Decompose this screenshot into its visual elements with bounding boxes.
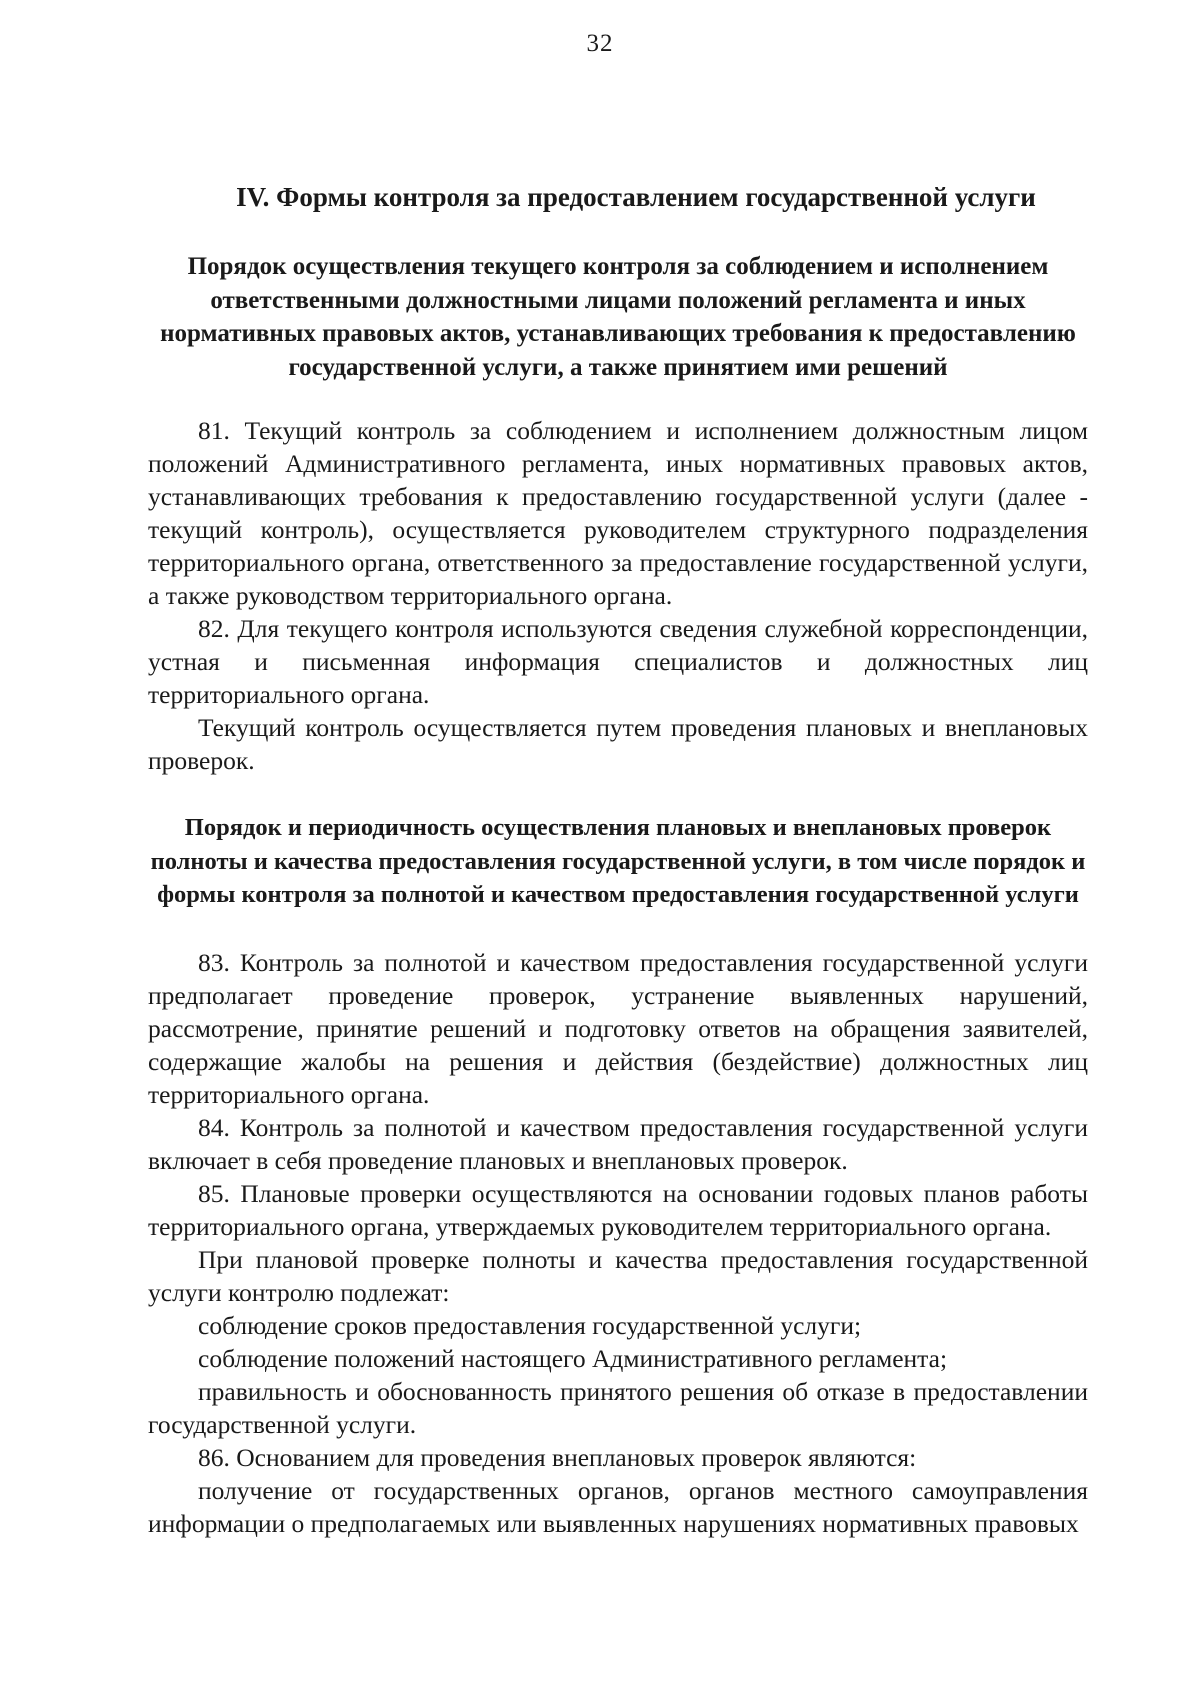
paragraph-84: 84. Контроль за полнотой и качеством предоставления государственной услуги включает в себя проведение плановых и внеплановых проверок. — [148, 1112, 1088, 1175]
list-item-refusal-validity: правильность и обоснованность принятого решения об отказе в предоставлении государственной услуги. — [148, 1376, 1088, 1439]
paragraph-81: 81. Текущий контроль за соблюдением и исполнением должностным лицом положений Административного регламента, иных нормативных правовых актов, устанавливающих требования к предоставлению государственной услуги (далее - текущий контроль), осуществляется руководителем структурного подразделения территориального органа, ответственного за предоставление государственной услуги, а также руководством территориального органа. — [148, 416, 1088, 610]
list-item-unscheduled-basis: получение от государственных органов, органов местного самоуправления информации о предполагаемых или выявленных нарушениях нормативных правовых — [148, 1475, 1088, 1538]
list-item-deadlines: соблюдение сроков предоставления государственной услуги; — [198, 1310, 862, 1340]
paragraph-current-control-method: Текущий контроль осуществляется путем проведения плановых и внеплановых проверок. — [148, 713, 1088, 775]
page-number: 32 — [586, 30, 614, 57]
paragraph-85: 85. Плановые проверки осуществляются на основании годовых планов работы территориального органа, утверждаемых руководителем территориального органа. — [148, 1178, 1088, 1241]
paragraph-86: 86. Основанием для проведения внеплановых проверок являются: — [198, 1442, 917, 1472]
subsection-title-current-control: Порядок осуществления текущего контроля за соблюдением и исполнением ответственными должностными лицами положений регламента и иных нормативных правовых актов, устанавливающих требования к предоставлению государственной услуги, а также принятием ими решений — [160, 253, 1076, 381]
list-item-regulation-compliance: соблюдение положений настоящего Административного регламента; — [198, 1343, 948, 1373]
section-title: IV. Формы контроля за предоставлением государственной услуги — [236, 182, 1036, 212]
subsection-title-inspections: Порядок и периодичность осуществления плановых и внеплановых проверок полноты и качества предоставления государственной услуги, в том числе порядок и формы контроля за полнотой и качеством предоставления государственной услуги — [150, 814, 1086, 908]
paragraph-82: 82. Для текущего контроля используются сведения служебной корреспонденции, устная и письменная информация специалистов и должностных лиц территориального органа. — [148, 614, 1088, 709]
paragraph-83: 83. Контроль за полнотой и качеством предоставления государственной услуги предполагает проведение проверок, устранение выявленных нарушений, рассмотрение, принятие решений и подготовку ответов на обращения заявителей, содержащие жалобы на решения и действия (бездействие) должностных лиц территориального органа. — [148, 947, 1088, 1109]
paragraph-planned-inspection-scope: При плановой проверке полноты и качества предоставления государственной услуги контролю подлежат: — [148, 1244, 1088, 1307]
page-content — [148, 180, 1088, 1540]
